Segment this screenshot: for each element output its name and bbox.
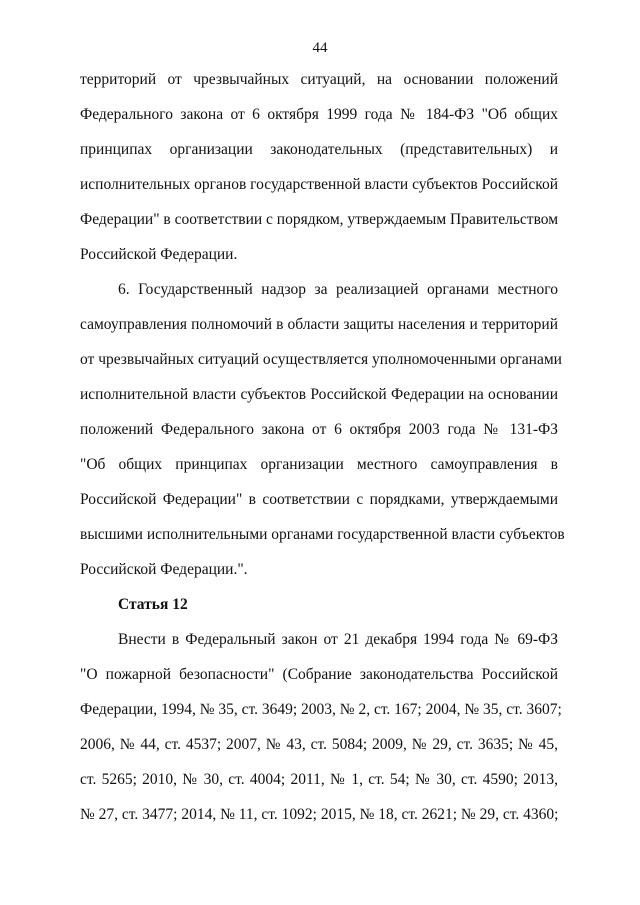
text-line: исполнительных органов государственной власти субъектов Российской xyxy=(80,176,558,193)
text-line: самоуправления полномочий в области защиты населения и территорий xyxy=(80,316,558,333)
text-line: ст. 5265; 2010, № 30, ст. 4004; 2011, № 1, ст. 54; № 30, ст. 4590; 2013, xyxy=(80,771,558,788)
text-line: Российской Федерации.". xyxy=(80,561,248,578)
text-line: "Об общих принципах организации местного самоуправления в xyxy=(80,456,558,473)
text-line: принципах организации законодательных (представительных) и xyxy=(80,141,558,158)
text-line: Федерации, 1994, № 35, ст. 3649; 2003, № 2, ст. 167; 2004, № 35, ст. 3607; xyxy=(80,701,562,718)
text-line: Российской Федерации. xyxy=(80,246,238,263)
page-number: 44 xyxy=(312,40,328,56)
paragraph-first-line: Внести в Федеральный закон от 21 декабря 1994 года № 69-ФЗ xyxy=(118,631,558,648)
text-line: Российской Федерации" в соответствии с порядками, утверждаемыми xyxy=(80,491,558,508)
text-line: высшими исполнительными органами государственной власти субъектов xyxy=(80,526,565,543)
text-line: от чрезвычайных ситуаций осуществляется уполномоченными органами xyxy=(80,351,562,368)
article-heading: Статья 12 xyxy=(118,596,188,613)
text-line: 2006, № 44, ст. 4537; 2007, № 43, ст. 5084; 2009, № 29, ст. 3635; № 45, xyxy=(80,736,558,753)
text-line: положений Федерального закона от 6 октября 2003 года № 131-ФЗ xyxy=(80,421,558,438)
text-line: территорий от чрезвычайных ситуаций, на основании положений xyxy=(80,71,558,88)
paragraph-first-line: 6. Государственный надзор за реализацией органами местного xyxy=(118,281,558,298)
text-line: Федерального закона от 6 октября 1999 года № 184-ФЗ "Об общих xyxy=(80,106,558,123)
text-line: исполнительной власти субъектов Российской Федерации на основании xyxy=(80,386,558,403)
text-line: № 27, ст. 3477; 2014, № 11, ст. 1092; 2015, № 18, ст. 2621; № 29, ст. 4360; xyxy=(80,806,559,823)
text-line: "О пожарной безопасности" (Собрание законодательства Российской xyxy=(80,666,558,683)
text-line: Федерации" в соответствии с порядком, утверждаемым Правительством xyxy=(80,211,559,228)
